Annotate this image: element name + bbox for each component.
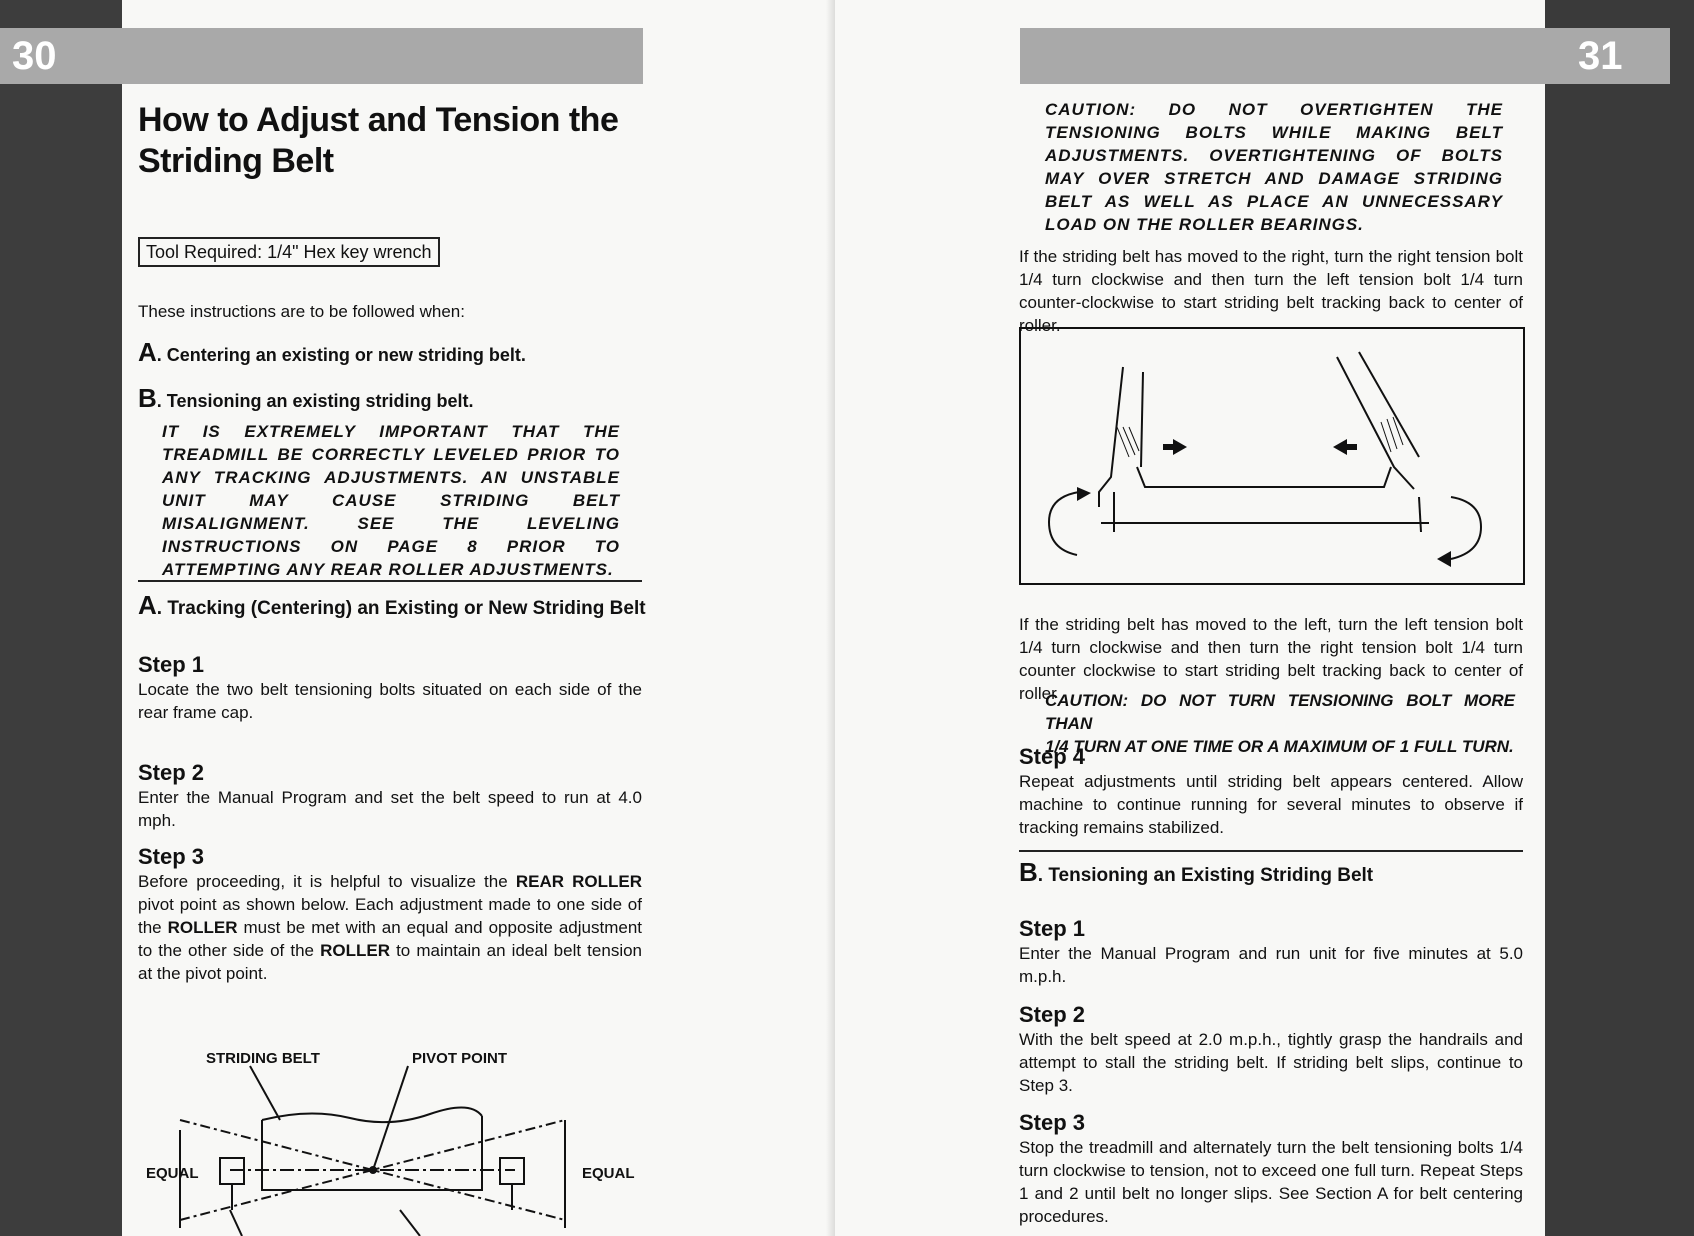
arrow-right-icon [1163,439,1187,455]
section-b-title: . Tensioning an Existing Striding Belt [1037,865,1374,886]
pivot-point-label: PIVOT POINT [412,1050,508,1067]
step-1-title: Step 1 [138,652,205,677]
item-b [138,383,648,414]
arrow-left-icon [1333,439,1357,455]
section-a-heading [138,590,648,622]
belt-bottom [1137,467,1391,487]
b-step-3-text: Stop the treadmill and alternately turn the belt tensioning bolts 1/4 turn clockwise to tension, not to exceed one full turn. Repeat Steps 1 and 2 until belt no longer slips. See Section A for belt centering procedures. [1019,1138,1523,1226]
right-edge-shadow [1545,0,1694,1236]
belt-pointer [250,1066,280,1120]
step-1 [138,652,642,724]
rear-roller-term: REAR ROLLER [515,872,643,891]
caution2-line2: 1/4 TURN AT ONE TIME OR A MAXIMUM OF 1 FULL TURN. [1045,737,1514,756]
intro-text: These instructions are to be followed when: [138,302,465,321]
tool-required-box: Tool Required: 1/4" Hex key wrench [138,237,440,267]
step-3-part-4: to maintain an ideal belt tension at the pivot point. [138,941,642,983]
left-page-number: 30 [12,34,57,78]
overtighten-caution: CAUTION: DO NOT OVERTIGHTEN THE TENSIONING BOLTS WHILE MAKING BELT ADJUSTMENTS. OVERTIGHTENING OF BOLTS MAY OVER STRETCH AND DAMAGE STRIDING BELT AS WELL AS PLACE AN UNNECESSARY LOAD ON THE ROLLER BEARINGS. [1045,100,1503,234]
left-rail-inner [1141,372,1143,467]
step-2-text: Enter the Manual Program and set the belt speed to run at 4.0 mph. [138,788,642,830]
belt-moved-right-text: If the striding belt has moved to the right, turn the right tension bolt 1/4 turn clockwise and then turn the left tension bolt 1/4 turn counter-clockwise to start striding belt tracking back to center of roller. [1019,247,1523,335]
equal-label-right: EQUAL [582,1165,635,1182]
item-b-letter: B [138,383,157,413]
b-step-3-title: Step 3 [1019,1110,1086,1135]
step-4 [1019,744,1523,839]
b-step-3 [1019,1110,1523,1228]
section-a-title: . Tracking (Centering) an Existing or New Striding Belt [156,598,646,619]
right-rail-outer [1337,357,1414,489]
belt-torn-edge [262,1107,482,1122]
step-3-title: Step 3 [138,844,205,869]
left-edge-shadow [0,0,122,1236]
roller-term-2: ROLLER [320,941,390,960]
b-step-1-text: Enter the Manual Program and run unit for five minutes at 5.0 m.p.h. [1019,944,1523,986]
step-3-part-2: pivot point as shown below. Each adjustment made to one side of the [138,895,642,937]
right-rotate-arrowhead [1437,551,1451,567]
b-step-1 [1019,916,1523,988]
step-3-part-3: must be met with an equal and opposite adjustment to the other side of the [138,918,643,960]
step-3-part-1: Before proceeding, it is helpful to visualize the [138,872,516,891]
b-step-2 [1019,1002,1523,1097]
pivot-pointer [373,1066,408,1170]
section-b-letter: B [1019,857,1038,887]
left-rail-outer [1099,367,1123,507]
section-a-letter: A [138,590,157,620]
belt-moved-left-text: If the striding belt has moved to the left, turn the left tension bolt 1/4 turn clockwise and then turn the right tension bolt 1/4 turn counter clockwise to start striding belt tracking back to center of roller [1019,615,1523,703]
title-line-1: How to Adjust and Tension the [138,101,619,139]
step-3 [138,844,642,985]
left-rotate-arrowhead [1077,487,1091,501]
tension-bolt-diagram [1019,327,1525,585]
b-step-1-title: Step 1 [1019,916,1086,941]
pivot-point-diagram [170,1060,590,1236]
item-a-text: . Centering an existing or new striding belt. [156,345,526,365]
equal-label-left: EQUAL [146,1165,199,1182]
rail-hatching [1117,417,1403,457]
pivot-dot [369,1166,377,1174]
right-rail-inner [1359,352,1419,457]
item-a [138,337,648,368]
section-b-rule [1019,850,1523,852]
step-2-title: Step 2 [138,760,205,785]
roller-term-1: ROLLER [167,918,238,937]
diagram-frame [1020,328,1524,584]
caution2-line1: CAUTION: DO NOT TURN TENSIONING BOLT MORE THAN [1045,691,1515,733]
left-header-bar [0,28,643,84]
belt-outline [262,1116,482,1190]
right-page-number: 31 [1578,34,1623,78]
step-1-text: Locate the two belt tensioning bolts situated on each side of the rear frame cap. [138,680,642,722]
step-4-title: Step 4 [1019,744,1086,769]
title-line-2: Striding Belt [138,142,334,180]
item-b-text: . Tensioning an existing striding belt. [156,391,474,411]
left-rotate-arrow [1049,492,1079,555]
b-step-2-title: Step 2 [1019,1002,1086,1027]
b-step-2-text: With the belt speed at 2.0 m.p.h., tightly grasp the handrails and attempt to stall the striding belt. If striding belt slips, continue to Step 3. [1019,1030,1523,1095]
right-rotate-arrow [1451,497,1481,559]
leveling-warning: IT IS EXTREMELY IMPORTANT THAT THE TREADMILL BE CORRECTLY LEVELED PRIOR TO ANY TRACKING ADJUSTMENTS. AN UNSTABLE UNIT MAY CAUSE STRIDING BELT MISALIGNMENT. SEE THE LEVELING INSTRUCTIONS ON PAGE 8 PRIOR TO ATTEMPTING ANY REAR ROLLER ADJUSTMENTS. [162,422,620,579]
page-title [138,100,698,182]
step-3-text [138,870,642,985]
step-2 [138,760,642,832]
step-4-text: Repeat adjustments until striding belt appears centered. Allow machine to continue running for several minutes to observe if tracking remains stabilized. [1019,772,1523,837]
section-b-heading [1019,857,1523,889]
right-header-bar [1020,28,1670,84]
section-a-rule [138,580,642,582]
item-a-letter: A [138,337,157,367]
striding-belt-label: STRIDING BELT [206,1050,320,1067]
